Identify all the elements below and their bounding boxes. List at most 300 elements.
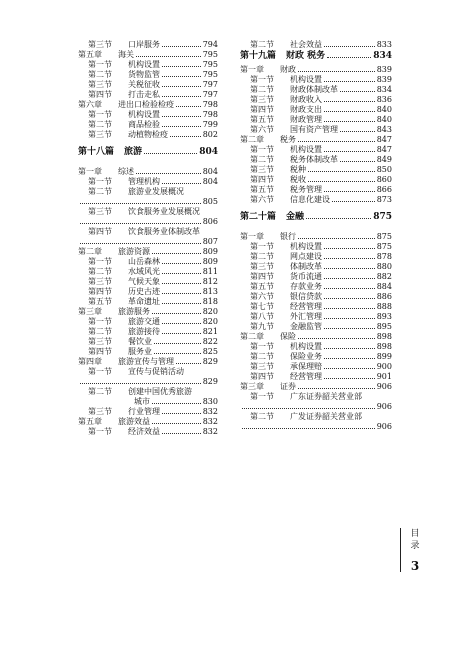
toc-section-entry[interactable] xyxy=(78,297,218,307)
toc-entry-title: 信息化建设 xyxy=(290,195,330,204)
toc-entry-title: 金融 xyxy=(286,212,305,222)
leader-dots xyxy=(154,352,201,354)
toc-page-number: 829 xyxy=(202,377,218,386)
leader-dots xyxy=(162,95,201,97)
toc-page-number: 794 xyxy=(202,40,218,49)
toc-section-entry[interactable] xyxy=(78,327,218,337)
toc-page-number: 840 xyxy=(376,105,392,114)
toc-page-number: 795 xyxy=(202,60,218,69)
toc-page-number: 860 xyxy=(376,175,392,184)
toc-entry-title: 饮食服务业体制改革 xyxy=(128,227,200,236)
toc-entry-number: 第四节 xyxy=(250,272,274,281)
toc-entry-title: 旅游资源 xyxy=(118,247,150,256)
toc-chapter-entry[interactable] xyxy=(78,357,218,367)
toc-page-number: 898 xyxy=(376,332,392,341)
toc-page-number: 806 xyxy=(202,217,218,226)
toc-entry-title: 餐饮业 xyxy=(128,337,152,346)
toc-entry-title: 机构设置 xyxy=(290,342,322,351)
toc-page-number: 807 xyxy=(202,237,218,246)
toc-page-number: 834 xyxy=(376,85,392,94)
toc-section-entry[interactable] xyxy=(78,40,218,50)
leader-dots xyxy=(306,217,371,219)
leader-dots xyxy=(324,327,375,329)
toc-entry-number: 第七节 xyxy=(250,302,274,311)
toc-entry-title: 革命遗址 xyxy=(128,297,160,306)
leader-dots xyxy=(298,387,375,389)
leader-dots xyxy=(152,252,201,254)
toc-entry-number: 第三节 xyxy=(88,277,112,286)
toc-spacer xyxy=(240,205,392,211)
toc-section-entry[interactable] xyxy=(78,187,218,207)
toc-entry-title: 税种 xyxy=(290,165,306,174)
toc-entry-title: 存款业务 xyxy=(290,282,322,291)
toc-page-number: 878 xyxy=(376,252,392,261)
toc-page-number: 834 xyxy=(373,51,392,61)
toc-chapter-entry[interactable] xyxy=(240,65,392,75)
toc-entry-title: 财政管理 xyxy=(290,115,322,124)
toc-section-entry[interactable] xyxy=(78,337,218,347)
toc-entry-number: 第四节 xyxy=(250,105,274,114)
leader-dots xyxy=(298,237,375,239)
toc-page-number: 813 xyxy=(202,287,218,296)
leader-dots xyxy=(324,357,375,359)
toc-section-entry[interactable] xyxy=(240,185,392,195)
toc-entry-title: 财政体制改革 xyxy=(290,85,338,94)
toc-entry-title: 社会效益 xyxy=(290,40,322,49)
toc-section-entry[interactable] xyxy=(240,242,392,252)
leader-dots xyxy=(162,322,201,324)
toc-entry-title: 旅游 xyxy=(124,147,143,157)
toc-page-number: 901 xyxy=(376,372,392,381)
toc-section-entry[interactable] xyxy=(78,130,218,140)
toc-entry-title: 动植物检疫 xyxy=(128,130,168,139)
toc-section-entry[interactable] xyxy=(240,155,392,165)
leader-dots xyxy=(162,272,201,274)
toc-page-number: 805 xyxy=(202,197,218,206)
toc-part-entry[interactable] xyxy=(240,212,392,226)
toc-section-entry[interactable] xyxy=(78,207,218,227)
toc-entry-title: 税务管理 xyxy=(290,185,322,194)
leader-dots xyxy=(162,182,201,184)
toc-page-number: 830 xyxy=(202,397,218,406)
toc-entry-number: 第二节 xyxy=(88,187,112,196)
leader-dots xyxy=(80,202,201,204)
toc-entry-number: 第十八篇 xyxy=(78,147,115,157)
toc-page-number: 795 xyxy=(202,50,218,59)
toc-entry-number: 第一节 xyxy=(88,257,112,266)
toc-page-number: 798 xyxy=(202,110,218,119)
page-number: 3 xyxy=(410,559,420,573)
toc-section-entry[interactable] xyxy=(78,177,218,187)
toc-entry-number: 第一节 xyxy=(250,75,274,84)
toc-entry-number: 第五节 xyxy=(250,185,274,194)
toc-entry-number: 第三节 xyxy=(88,40,112,49)
toc-entry-number: 第三章 xyxy=(78,307,102,316)
leader-dots xyxy=(327,56,371,58)
leader-dots xyxy=(162,282,201,284)
toc-entry-number: 第二章 xyxy=(240,135,264,144)
toc-section-entry[interactable] xyxy=(240,352,392,362)
page-side-tab xyxy=(400,528,425,572)
toc-page-number: 812 xyxy=(202,277,218,286)
toc-entry-title: 饮食服务业发展概况 xyxy=(128,207,200,216)
toc-section-entry[interactable] xyxy=(78,277,218,287)
toc-section-entry[interactable] xyxy=(240,272,392,282)
toc-entry-number: 第四节 xyxy=(88,227,112,236)
toc-entry-number: 第四节 xyxy=(88,347,112,356)
toc-entry-number: 第六节 xyxy=(250,195,274,204)
toc-entry-number: 第一章 xyxy=(240,65,264,74)
toc-section-entry[interactable] xyxy=(240,40,392,50)
toc-entry-title: 进出口检验检疫 xyxy=(118,100,174,109)
leader-dots xyxy=(332,200,375,202)
toc-page-number: 850 xyxy=(376,165,392,174)
toc-entry-number: 第二节 xyxy=(250,412,274,421)
toc-entry-title: 货币流通 xyxy=(290,272,322,281)
leader-dots xyxy=(324,317,375,319)
toc-entry-title: 机构设置 xyxy=(128,110,160,119)
toc-entry-title: 服务业 xyxy=(128,347,152,356)
toc-page-number: 893 xyxy=(376,312,392,321)
toc-entry-title: 广东证券韶关营业部 xyxy=(290,392,362,401)
toc-chapter-entry[interactable] xyxy=(240,232,392,242)
toc-part-entry[interactable] xyxy=(78,147,218,161)
toc-page-number: 809 xyxy=(202,257,218,266)
toc-entry-number: 第四节 xyxy=(88,90,112,99)
toc-entry-number: 第二节 xyxy=(250,155,274,164)
toc-entry-number: 第十九篇 xyxy=(240,51,277,61)
side-tab-label-bottom: 录 xyxy=(410,541,420,551)
leader-dots xyxy=(340,90,375,92)
toc-entry-title: 财政 税务 xyxy=(286,51,326,61)
toc-entry-title: 综述 xyxy=(118,167,134,176)
toc-section-entry[interactable] xyxy=(240,125,392,135)
toc-entry-number: 第二节 xyxy=(88,70,112,79)
toc-page-number: 840 xyxy=(376,115,392,124)
toc-entry-title: 体制改革 xyxy=(290,262,322,271)
toc-entry-number: 第四节 xyxy=(250,372,274,381)
toc-page-number: 818 xyxy=(202,297,218,306)
toc-section-entry[interactable] xyxy=(240,342,392,352)
toc-page-number: 875 xyxy=(376,242,392,251)
toc-entry-number: 第二节 xyxy=(250,40,274,49)
toc-entry-number: 第二节 xyxy=(88,120,112,129)
toc-section-entry[interactable] xyxy=(78,257,218,267)
toc-page-number: 906 xyxy=(376,422,392,431)
toc-section-entry[interactable] xyxy=(240,165,392,175)
toc-chapter-entry[interactable] xyxy=(240,135,392,145)
toc-entry-title: 旅游接待 xyxy=(128,327,160,336)
toc-section-entry[interactable] xyxy=(78,347,218,357)
leader-dots xyxy=(162,75,201,77)
leader-dots xyxy=(136,55,201,57)
toc-entry-title: 财政收入 xyxy=(290,95,322,104)
toc-section-entry[interactable] xyxy=(240,392,392,412)
toc-section-entry[interactable] xyxy=(240,95,392,105)
toc-page-number: 795 xyxy=(202,70,218,79)
toc-entry-title: 口岸服务 xyxy=(128,40,160,49)
toc-entry-number: 第四节 xyxy=(250,175,274,184)
toc-page-number: 797 xyxy=(202,90,218,99)
toc-entry-title: 机构设置 xyxy=(290,242,322,251)
leader-dots xyxy=(298,337,375,339)
toc-page-number: 820 xyxy=(202,307,218,316)
toc-section-entry[interactable] xyxy=(240,75,392,85)
toc-section-entry[interactable] xyxy=(78,120,218,130)
toc-page-number: 809 xyxy=(202,247,218,256)
toc-section-entry[interactable] xyxy=(240,195,392,205)
toc-entry-number: 第二十篇 xyxy=(240,212,277,222)
toc-section-entry[interactable] xyxy=(240,412,392,432)
toc-entry-title: 创建中国优秀旅游 xyxy=(128,387,192,396)
toc-entry-title: 打击走私 xyxy=(128,90,160,99)
toc-section-entry[interactable] xyxy=(78,60,218,70)
toc-entry-title: 金融监管 xyxy=(290,322,322,331)
toc-page-number: 906 xyxy=(376,402,392,411)
toc-entry-title: 税务体制改革 xyxy=(290,155,338,164)
toc-entry-title: 财政支出 xyxy=(290,105,322,114)
toc-page-number: 849 xyxy=(376,155,392,164)
leader-dots xyxy=(324,190,375,192)
toc-entry-number: 第五节 xyxy=(250,115,274,124)
leader-dots xyxy=(324,267,375,269)
toc-section-entry[interactable] xyxy=(78,317,218,327)
toc-page-number: 847 xyxy=(376,135,392,144)
leader-dots xyxy=(242,427,375,429)
toc-entry-title: 宣传与促销活动 xyxy=(128,367,184,376)
toc-entry-number: 第五章 xyxy=(78,417,102,426)
toc-left-column xyxy=(78,40,218,437)
toc-right-column xyxy=(240,40,392,432)
toc-entry-number: 第六节 xyxy=(250,125,274,134)
toc-page-number: 829 xyxy=(202,357,218,366)
toc-chapter-entry[interactable] xyxy=(78,417,218,427)
toc-page-number: 898 xyxy=(376,342,392,351)
leader-dots xyxy=(162,412,201,414)
toc-entry-title: 外汇管理 xyxy=(290,312,322,321)
toc-page-number: 811 xyxy=(202,267,218,276)
toc-chapter-entry[interactable] xyxy=(78,247,218,257)
leader-dots xyxy=(324,297,375,299)
leader-dots xyxy=(152,312,201,314)
toc-section-entry[interactable] xyxy=(240,302,392,312)
toc-page-number: 832 xyxy=(202,417,218,426)
leader-dots xyxy=(144,152,197,154)
toc-page-number: 882 xyxy=(376,272,392,281)
toc-entry-title: 旅游服务 xyxy=(118,307,150,316)
toc-entry-number: 第三节 xyxy=(88,207,112,216)
toc-chapter-entry[interactable] xyxy=(78,50,218,60)
toc-page-number: 843 xyxy=(376,125,392,134)
toc-entry-number: 第六章 xyxy=(78,100,102,109)
leader-dots xyxy=(324,287,375,289)
toc-entry-number: 第一节 xyxy=(88,110,112,119)
leader-dots xyxy=(80,382,201,384)
toc-entry-title: 机构设置 xyxy=(128,60,160,69)
toc-entry-number: 第五节 xyxy=(88,297,112,306)
toc-entry-number: 第五章 xyxy=(78,50,102,59)
leader-dots xyxy=(340,160,375,162)
toc-page-number: 798 xyxy=(202,100,218,109)
toc-section-entry[interactable] xyxy=(240,85,392,95)
leader-dots xyxy=(170,135,201,137)
toc-entry-number: 第二章 xyxy=(240,332,264,341)
toc-section-entry[interactable] xyxy=(240,372,392,382)
leader-dots xyxy=(242,407,375,409)
toc-page-number: 880 xyxy=(376,262,392,271)
leader-dots xyxy=(324,150,375,152)
leader-dots xyxy=(152,402,201,404)
toc-page-number: 797 xyxy=(202,80,218,89)
leader-dots xyxy=(162,115,201,117)
toc-entry-title: 管理机构 xyxy=(128,177,160,186)
toc-entry-title: 银行 xyxy=(280,232,296,241)
toc-section-entry[interactable] xyxy=(240,115,392,125)
side-tab-label-top: 目 xyxy=(410,529,420,539)
toc-entry-title: 行业管理 xyxy=(128,407,160,416)
toc-entry-number: 第一章 xyxy=(78,167,102,176)
leader-dots xyxy=(298,140,375,142)
toc-entry-title: 银信贷款 xyxy=(290,292,322,301)
leader-dots xyxy=(324,110,375,112)
toc-entry-number: 第五节 xyxy=(250,282,274,291)
toc-page-number: 884 xyxy=(376,282,392,291)
toc-entry-title: 财政 xyxy=(280,65,296,74)
leader-dots xyxy=(340,130,375,132)
leader-dots xyxy=(176,105,201,107)
toc-entry-number: 第三节 xyxy=(250,165,274,174)
leader-dots xyxy=(324,307,375,309)
toc-section-entry[interactable] xyxy=(240,312,392,322)
toc-entry-number: 第一章 xyxy=(240,232,264,241)
toc-entry-number: 第二节 xyxy=(250,85,274,94)
leader-dots xyxy=(324,80,375,82)
toc-entry-title: 机构设置 xyxy=(290,145,322,154)
toc-entry-number: 第二章 xyxy=(78,247,102,256)
toc-page-number: 888 xyxy=(376,302,392,311)
toc-section-entry[interactable] xyxy=(78,427,218,437)
toc-page-number: 875 xyxy=(373,212,392,222)
toc-section-entry[interactable] xyxy=(78,387,218,407)
toc-page-number: 804 xyxy=(202,177,218,186)
toc-entry-title: 历史古迹 xyxy=(128,287,160,296)
leader-dots xyxy=(162,432,201,434)
toc-chapter-entry[interactable] xyxy=(78,100,218,110)
toc-spacer xyxy=(78,140,218,146)
toc-section-entry[interactable] xyxy=(240,175,392,185)
leader-dots xyxy=(308,180,375,182)
leader-dots xyxy=(162,332,201,334)
toc-entry-number: 第四节 xyxy=(88,287,112,296)
toc-section-entry[interactable] xyxy=(240,292,392,302)
toc-entry-number: 第二节 xyxy=(88,387,112,396)
toc-section-entry[interactable] xyxy=(78,227,218,247)
toc-page-number: 822 xyxy=(202,337,218,346)
leader-dots xyxy=(162,125,201,127)
toc-entry-number: 第一节 xyxy=(88,60,112,69)
toc-entry-title: 国有资产管理 xyxy=(290,125,338,134)
toc-part-entry[interactable] xyxy=(240,51,392,65)
toc-entry-number: 第二节 xyxy=(88,267,112,276)
toc-page-number: 833 xyxy=(376,40,392,49)
toc-section-entry[interactable] xyxy=(78,287,218,297)
leader-dots xyxy=(324,247,375,249)
toc-entry-title: 税收 xyxy=(290,175,306,184)
toc-entry-number: 第三节 xyxy=(250,362,274,371)
toc-chapter-entry[interactable] xyxy=(78,307,218,317)
toc-section-entry[interactable] xyxy=(240,105,392,115)
toc-page-number: 866 xyxy=(376,185,392,194)
toc-entry-title: 经济效益 xyxy=(128,427,160,436)
toc-page-number: 804 xyxy=(199,147,218,157)
leader-dots xyxy=(324,45,375,47)
toc-section-entry[interactable] xyxy=(78,90,218,100)
toc-entry-number: 第四章 xyxy=(78,357,102,366)
toc-page-number: 825 xyxy=(202,347,218,356)
toc-section-entry[interactable] xyxy=(78,70,218,80)
toc-section-entry[interactable] xyxy=(240,362,392,372)
toc-entry-number: 第一节 xyxy=(88,177,112,186)
toc-page-number: 873 xyxy=(376,195,392,204)
toc-section-entry[interactable] xyxy=(78,110,218,120)
toc-section-entry[interactable] xyxy=(78,407,218,417)
toc-entry-number: 第八节 xyxy=(250,312,274,321)
toc-section-entry[interactable] xyxy=(78,367,218,387)
toc-entry-title: 经营管理 xyxy=(290,302,322,311)
toc-chapter-entry[interactable] xyxy=(240,382,392,392)
leader-dots xyxy=(298,70,375,72)
toc-entry-number: 第一节 xyxy=(250,145,274,154)
toc-page-number: 832 xyxy=(202,427,218,436)
leader-dots xyxy=(324,367,375,369)
leader-dots xyxy=(80,222,201,224)
leader-dots xyxy=(136,172,201,174)
toc-entry-number: 第六节 xyxy=(250,292,274,301)
toc-page-number: 804 xyxy=(202,167,218,176)
toc-page-number: 875 xyxy=(376,232,392,241)
toc-section-entry[interactable] xyxy=(240,252,392,262)
toc-page-number: 802 xyxy=(202,130,218,139)
toc-entry-title: 经营管理 xyxy=(290,372,322,381)
toc-entry-number: 第九节 xyxy=(250,322,274,331)
leader-dots xyxy=(308,170,375,172)
toc-section-entry[interactable] xyxy=(240,262,392,272)
toc-entry-number: 第一节 xyxy=(250,342,274,351)
toc-section-entry[interactable] xyxy=(78,80,218,90)
leader-dots xyxy=(162,65,201,67)
toc-entry-number: 第三节 xyxy=(88,80,112,89)
toc-page-number: 799 xyxy=(202,120,218,129)
toc-entry-number: 第二节 xyxy=(88,327,112,336)
toc-entry-number: 第二节 xyxy=(250,252,274,261)
toc-chapter-entry[interactable] xyxy=(240,332,392,342)
toc-page-number: 832 xyxy=(202,407,218,416)
toc-entry-title: 网点建设 xyxy=(290,252,322,261)
toc-section-entry[interactable] xyxy=(240,145,392,155)
toc-entry-title: 旅游效益 xyxy=(118,417,150,426)
toc-entry-title: 关税征收 xyxy=(128,80,160,89)
toc-page-number: 895 xyxy=(376,322,392,331)
leader-dots xyxy=(324,120,375,122)
leader-dots xyxy=(80,242,201,244)
toc-entry-title: 税务 xyxy=(280,135,296,144)
toc-chapter-entry[interactable] xyxy=(78,167,218,177)
toc-section-entry[interactable] xyxy=(240,322,392,332)
toc-section-entry[interactable] xyxy=(240,282,392,292)
toc-page-number: 847 xyxy=(376,145,392,154)
toc-entry-title: 山岳森林 xyxy=(128,257,160,266)
toc-section-entry[interactable] xyxy=(78,267,218,277)
